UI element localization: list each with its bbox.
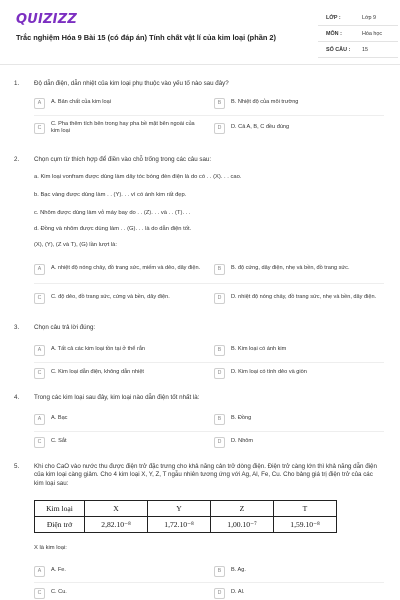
option-text: A. Bạc [51,415,68,422]
option-c[interactable] [34,583,204,600]
table-cell: Y [148,501,211,517]
meta-key: MÔN : [326,31,342,37]
option-letter-badge: D [214,293,225,304]
table-cell: 1,59.10⁻⁸ [274,517,337,533]
option-c[interactable] [34,288,204,308]
statement-line: b. Bạc vàng được dùng làm . . (Y). . . vì có ánh kim rất đẹp. [34,192,187,198]
option-text: C. Sắt [51,438,67,445]
meta-key: LỚP : [326,15,341,21]
page-title: Trắc nghiệm Hóa 9 Bài 15 (có đáp án) Tính chất vật lí của kim loại (phần 2) [16,33,276,42]
option-letter-badge: A [34,414,45,425]
resistance-table [34,500,337,533]
option-letter-badge: A [34,566,45,577]
meta-value: 15 [362,47,368,53]
option-letter-badge: C [34,588,45,599]
option-letter-badge: B [214,264,225,275]
option-d[interactable] [214,363,384,383]
question-prompt: X là kim loại: [34,545,67,551]
option-letter-badge: D [214,368,225,379]
question-number: 3. [14,324,20,331]
option-letter-badge: C [34,293,45,304]
option-a[interactable] [34,409,204,429]
statement-line: d. Đồng và nhôm được dùng làm . . (G). . . là do dẫn điện tốt. [34,226,192,232]
option-b[interactable] [214,93,384,113]
question-text: Chọn câu trả lời đúng: [34,324,96,331]
option-text: A. nhiệt độ nóng chảy, đồ trang sức, miếm và dẻo, dây điện. [51,265,201,272]
option-c[interactable] [34,363,204,383]
option-a[interactable] [34,259,204,279]
question-text: Chọn cụm từ thích hợp để điền vào chỗ trống trong các câu sau: [34,156,212,163]
option-letter-badge: A [34,98,45,109]
option-a[interactable] [34,561,204,581]
table-header-row [35,501,337,517]
page-header [0,0,400,64]
option-text: D. Nhôm [231,438,254,445]
meta-value: Hóa học [362,31,383,37]
option-c[interactable] [34,432,204,452]
option-b[interactable] [214,259,384,279]
meta-row-subject [318,26,398,42]
option-text: C. Pha thêm tích bên trong hay pha bề mặt bên ngoài của kim loại [51,120,195,134]
question-text: Khi cho CaO vào nước thu được điện trở đặc trưng cho khả năng cản trở dòng điện. Điện trở càng lớn thì khả năng dẫn điện của kim loại càng giảm. Cho 4 kim loại X, Y, Z, T ngẫu nhiên tương ứng với Ag, Al, Fe, Cu. Cho bảng giá trị điện trở của các kim loại sau: [34,463,377,487]
option-b[interactable] [214,409,384,429]
option-a[interactable] [34,340,204,360]
statement-line: a. Kim loại vonfram được dùng làm dây tóc bóng đèn điện là do có . . (X). . . cao. [34,174,242,180]
option-text: B. Đồng [231,415,252,422]
meta-row-count [318,42,398,58]
option-d[interactable] [214,432,384,452]
option-text: B. Nhiệt độ của môi trường [231,99,299,106]
option-c[interactable] [34,118,204,138]
meta-row-grade [318,10,398,26]
question-number: 5. [14,463,20,470]
option-letter-badge: B [214,345,225,356]
option-text: D. nhiệt độ nóng chảy, đồ trang sức, nhẹ và bền, dây điện. [231,294,377,301]
statement-line: (X), (Y), (Z và T), (G) lần lượt là: [34,242,117,248]
option-b[interactable] [214,561,384,581]
option-d[interactable] [214,288,384,308]
option-text: B. độ cứng, dây điện, nhẹ và bền, đồ trang sức. [231,265,350,272]
table-row [35,517,337,533]
question-text: Trong các kim loại sau đây, kim loại nào dẫn điện tốt nhất là: [34,394,200,401]
option-b[interactable] [214,340,384,360]
option-text: B. Ag. [231,567,246,574]
option-d[interactable] [214,118,384,138]
option-letter-badge: B [214,566,225,577]
table-cell: Kim loại [35,501,85,517]
option-divider [34,115,384,116]
table-cell: 2,82.10⁻⁸ [85,517,148,533]
table-cell: Z [211,501,274,517]
question-number: 4. [14,394,20,401]
option-text: A. Bản chất của kim loại [51,99,112,106]
option-letter-badge: A [34,345,45,356]
table-cell: 1,00.10⁻⁷ [211,517,274,533]
option-text: D. Al. [231,589,245,596]
question-number: 2. [14,156,20,163]
option-text: D. Kim loại có tính dẻo và giòn [231,369,307,376]
option-text: A. Fe. [51,567,66,574]
option-a[interactable] [34,93,204,113]
option-letter-badge: D [214,123,225,134]
option-text: C. độ dẻo, đồ trang sức, cứng và bền, dây điện. [51,294,170,301]
option-text: D. Cả A, B, C đều đúng [231,124,290,131]
table-cell: T [274,501,337,517]
question-number: 1. [14,80,20,87]
meta-key: SỐ CÂU : [326,47,351,53]
option-text: C. Cu. [51,589,67,596]
table-cell: X [85,501,148,517]
meta-panel [318,10,398,58]
option-d[interactable] [214,583,384,600]
option-text: C. Kim loại dẫn điện, không dẫn nhiệt [51,369,144,376]
option-letter-badge: D [214,437,225,448]
option-text: B. Kim loại có ánh kim [231,346,287,353]
option-letter-badge: D [214,588,225,599]
option-text: A. Tất cả các kim loại tồn tại ở thể rắn [51,346,146,353]
option-letter-badge: C [34,368,45,379]
table-cell: 1,72.10⁻⁸ [148,517,211,533]
option-letter-badge: C [34,123,45,134]
meta-value: Lớp 9 [362,15,377,21]
quizizz-logo[interactable]: QUIZIZZ [16,12,77,27]
option-divider [34,283,384,284]
option-letter-badge: C [34,437,45,448]
option-letter-badge: B [214,414,225,425]
option-letter-badge: A [34,264,45,275]
header-divider [0,64,400,65]
statement-line: c. Nhôm được dùng làm vỏ máy bay do . . (Z). . . và . . (T). . . [34,210,191,216]
table-cell: Điện trở [35,517,85,533]
option-letter-badge: B [214,98,225,109]
question-text: Độ dẫn điện, dẫn nhiệt của kim loại phụ thuộc vào yếu tố nào sau đây? [34,80,229,87]
